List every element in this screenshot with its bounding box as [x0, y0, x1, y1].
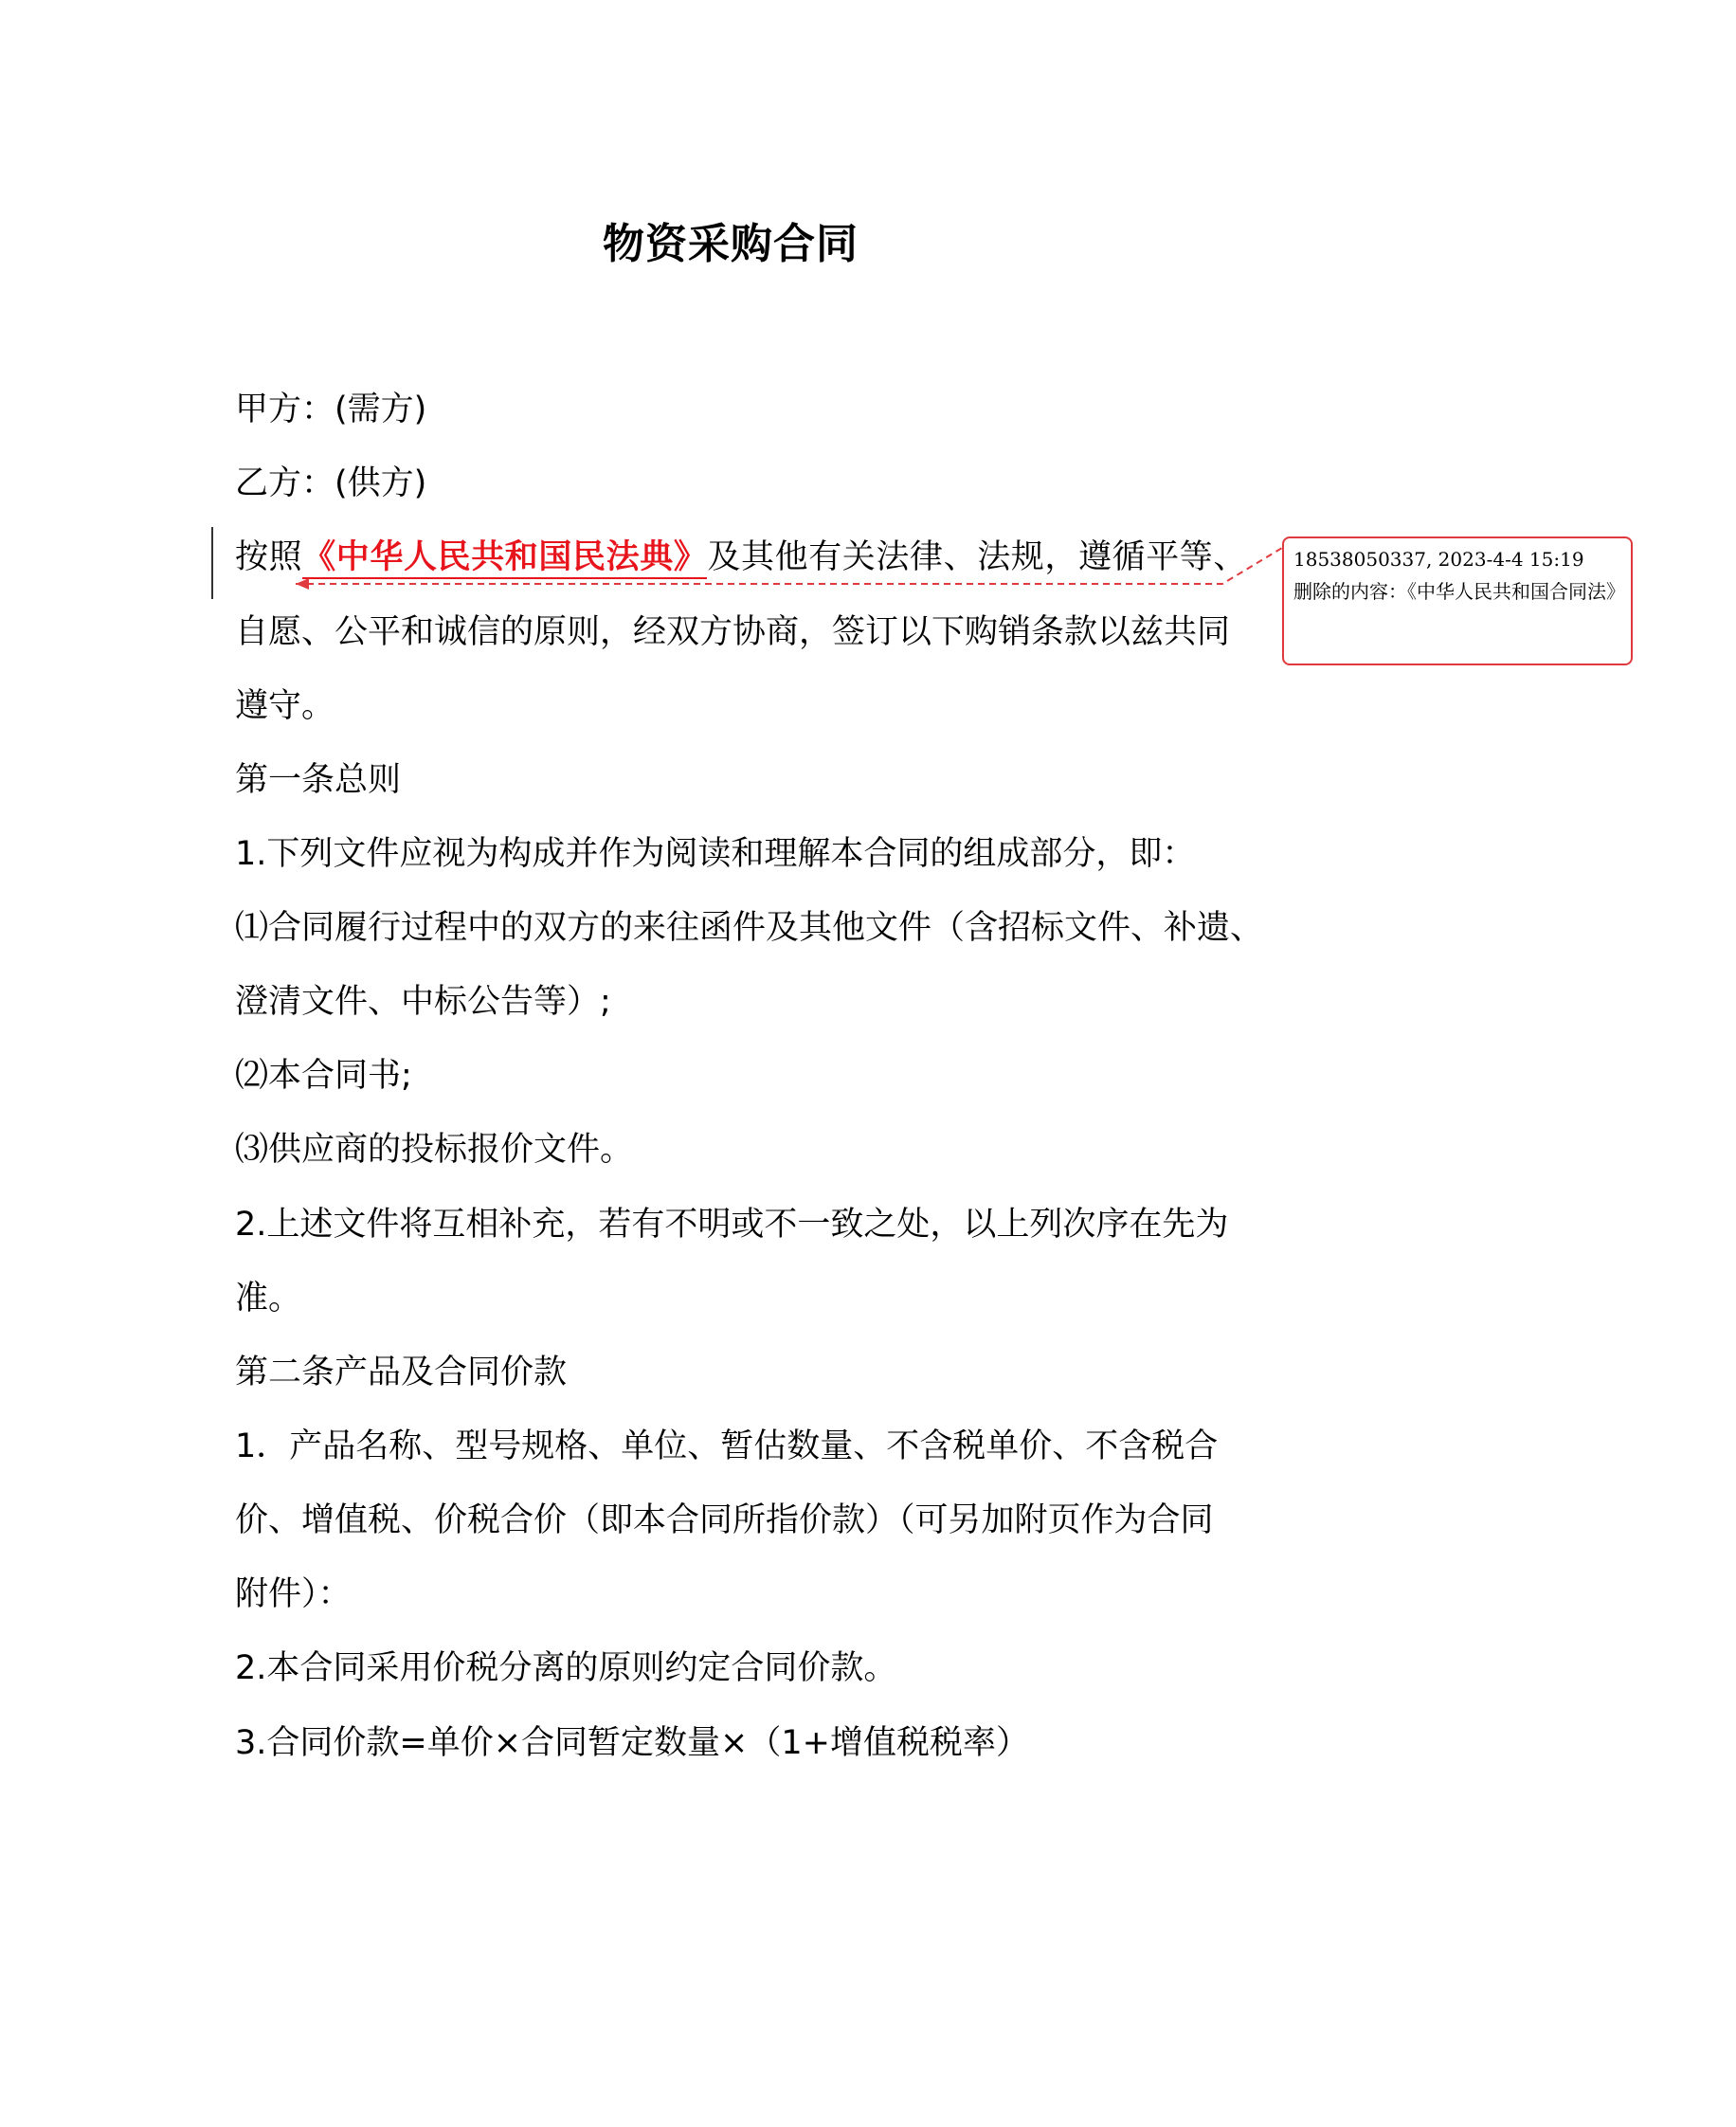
revision-comment-balloon[interactable]	[1282, 536, 1633, 665]
article2-item1-line3: 附件）：	[235, 1575, 352, 1613]
article2-heading: 第二条产品及合同价款	[235, 1354, 568, 1391]
article1-sub3: ⑶供应商的投标报价文件。	[235, 1131, 634, 1169]
party-b-line: 乙方：(供方)	[235, 464, 427, 502]
article1-sub2: ⑵本合同书;	[235, 1057, 412, 1095]
intro-line-3: 遵守。	[235, 687, 335, 725]
intro-line-2: 自愿、公平和诚信的原则，经双方协商，签订以下购销条款以兹共同	[235, 613, 1231, 651]
article2-item3: 3.合同价款=单价×合同暂定数量×（1+增值税税率）	[235, 1724, 1029, 1762]
article1-sub1-line1: ⑴合同履行过程中的双方的来往函件及其他文件（含招标文件、补遗、	[235, 909, 1264, 947]
document-title: 物资采购合同	[603, 220, 859, 268]
article2-item2: 2.本合同采用价税分离的原则约定合同价款。	[235, 1649, 897, 1687]
article1-item1: 1.下列文件应视为构成并作为阅读和理解本合同的组成部分，即：	[235, 835, 1196, 873]
inserted-law-name[interactable]: 《中华人民共和国民法典》	[302, 538, 707, 579]
article1-item2-line2: 准。	[235, 1280, 302, 1318]
change-bar	[211, 527, 213, 599]
comment-author-time: 18538050337, 2023-4-4 15:19	[1293, 548, 1584, 571]
intro-rest: 及其他有关法律、法规，遵循平等、	[707, 538, 1248, 576]
party-a-line: 甲方：(需方)	[235, 391, 427, 428]
intro-line-1	[235, 535, 1247, 580]
article1-heading: 第一条总则	[235, 761, 402, 799]
article1-sub1-line2: 澄清文件、中标公告等）;	[235, 983, 611, 1021]
article2-item1-line2: 价、增值税、价税合价（即本合同所指价款）（可另加附页作为合同	[235, 1501, 1214, 1539]
article2-item1-line1: 1．产品名称、型号规格、单位、暂估数量、不含税单价、不含税合	[235, 1427, 1219, 1465]
comment-body: 删除的内容：《中华人民共和国合同法》	[1293, 580, 1625, 603]
intro-prefix: 按照	[235, 538, 303, 576]
article1-item2-line1: 2.上述文件将互相补充，若有不明或不一致之处，以上列次序在先为	[235, 1206, 1229, 1244]
